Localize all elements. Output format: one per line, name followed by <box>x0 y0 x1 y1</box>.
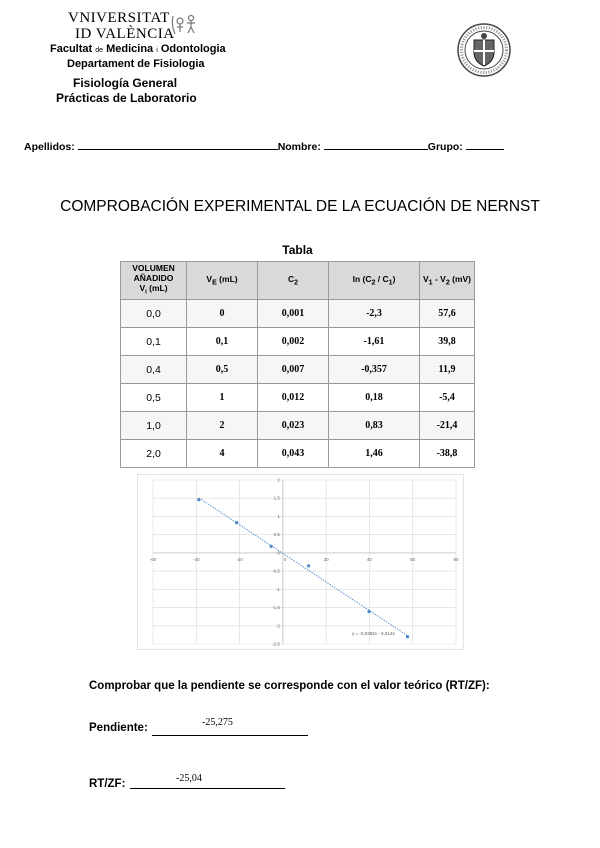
table-cell: 0,007 <box>258 356 329 384</box>
table-cell: 0,1 <box>187 328 258 356</box>
y-tick-label: 0 <box>277 550 280 556</box>
table-cell: -1,61 <box>329 328 420 356</box>
nernst-scatter-chart <box>137 474 464 650</box>
data-point <box>307 564 310 567</box>
y-tick-label: 1 <box>277 513 280 519</box>
nombre-field[interactable] <box>324 140 428 150</box>
table-cell: 11,9 <box>420 356 475 384</box>
table-cell: 0,5 <box>187 356 258 384</box>
table-cell: 0,83 <box>329 412 420 440</box>
table-cell: 1,46 <box>329 440 420 468</box>
data-point <box>197 498 200 501</box>
table-row <box>121 384 475 412</box>
table-header-volumen: VOLUMEN AÑADIDO $V_i$ (mL) <box>121 262 187 300</box>
table-cell: 2,0 <box>121 440 187 468</box>
university-logo-icon <box>170 12 200 38</box>
table-header-ve: $V_E$ (mL) <box>187 262 258 300</box>
y-tick-label: -2 <box>275 623 280 629</box>
apellidos-field[interactable] <box>78 140 278 150</box>
y-tick-label: 1,5 <box>273 495 280 501</box>
table-cell: 0,0 <box>121 300 187 328</box>
table-cell: 0 <box>187 300 258 328</box>
data-point <box>270 545 273 548</box>
table-cell: 0,001 <box>258 300 329 328</box>
table-cell: 0,5 <box>121 384 187 412</box>
table-cell: 0,002 <box>258 328 329 356</box>
table-header-ln: $\ln (C_2 / C_1)$ <box>329 262 420 300</box>
table-row <box>121 440 475 468</box>
data-point <box>235 521 238 524</box>
data-point <box>367 610 370 613</box>
x-tick-label: -40 <box>193 556 200 562</box>
table-cell: 1 <box>187 384 258 412</box>
rtzf-field[interactable] <box>130 788 285 789</box>
trendline-equation: y = -0,0392x - 0,0142 <box>352 630 395 636</box>
table-row <box>121 356 475 384</box>
table-cell: 0,4 <box>121 356 187 384</box>
y-tick-label: -0,5 <box>272 568 280 574</box>
table-title: Tabla <box>282 243 313 257</box>
y-tick-label: 0,5 <box>273 532 280 538</box>
table-cell: 1,0 <box>121 412 187 440</box>
x-tick-label: 80 <box>453 556 459 562</box>
x-tick-label: -20 <box>236 556 243 562</box>
table-row <box>121 300 475 328</box>
university-name-line2: ID VALÈNCIA <box>75 26 175 42</box>
department-name: Departament de Fisiologia <box>67 58 205 70</box>
faculty-name: Facultat de Medicina i Odontologia <box>50 43 226 55</box>
x-tick-label: 0 <box>283 556 287 562</box>
slope-question: Comprobar que la pendiente se corresponde con el valor teórico (RT/ZF): <box>89 680 490 692</box>
y-tick-label: -1 <box>275 586 280 592</box>
x-tick-label: -60 <box>149 556 157 562</box>
table-cell: 0,18 <box>329 384 420 412</box>
x-tick-label: 40 <box>366 556 372 562</box>
subject-name: Fisiología General <box>73 76 178 90</box>
university-name-line1: VNIVERSITAT <box>68 10 170 26</box>
table-cell: 0,012 <box>258 384 329 412</box>
chart-border <box>138 475 464 650</box>
university-seal-icon <box>456 22 512 78</box>
table-cell: -38,8 <box>420 440 475 468</box>
rtzf-value: -25,04 <box>176 773 202 784</box>
table-cell: 57,6 <box>420 300 475 328</box>
table-cell: -21,4 <box>420 412 475 440</box>
y-tick-label: -2,5 <box>272 641 280 647</box>
pendiente-label: Pendiente: <box>89 722 148 734</box>
pendiente-value: -25,275 <box>202 717 233 728</box>
y-tick-label: -1,5 <box>272 605 280 611</box>
table-cell: 4 <box>187 440 258 468</box>
nombre-label: Nombre: <box>277 141 321 153</box>
table-cell: 0,043 <box>258 440 329 468</box>
grupo-field[interactable] <box>466 140 504 150</box>
grupo-label: Grupo: <box>427 141 463 153</box>
table-cell: 0,1 <box>121 328 187 356</box>
table-cell: 2 <box>187 412 258 440</box>
page-title: COMPROBACIÓN EXPERIMENTAL DE LA ECUACIÓN DE NERNST <box>60 198 540 215</box>
apellidos-label: Apellidos: <box>24 141 75 153</box>
pendiente-field[interactable] <box>152 735 308 736</box>
table-row <box>121 412 475 440</box>
table-cell: -0,357 <box>329 356 420 384</box>
student-info-line <box>24 140 504 153</box>
table-cell: 39,8 <box>420 328 475 356</box>
y-tick-label: 2 <box>277 477 280 483</box>
table-header-c2: $C_2$ <box>258 262 329 300</box>
data-point <box>406 635 409 638</box>
table-cell: -2,3 <box>329 300 420 328</box>
practices-label: Prácticas de Laboratorio <box>56 91 197 105</box>
table-cell: -5,4 <box>420 384 475 412</box>
table-cell: 0,023 <box>258 412 329 440</box>
table-header-v1v2: $V_1 - V_2$ (mV) <box>420 262 475 300</box>
x-tick-label: 60 <box>410 556 416 562</box>
results-table <box>120 261 475 468</box>
table-row <box>121 328 475 356</box>
x-tick-label: 20 <box>323 556 329 562</box>
rtzf-label: RT/ZF: <box>89 778 126 790</box>
